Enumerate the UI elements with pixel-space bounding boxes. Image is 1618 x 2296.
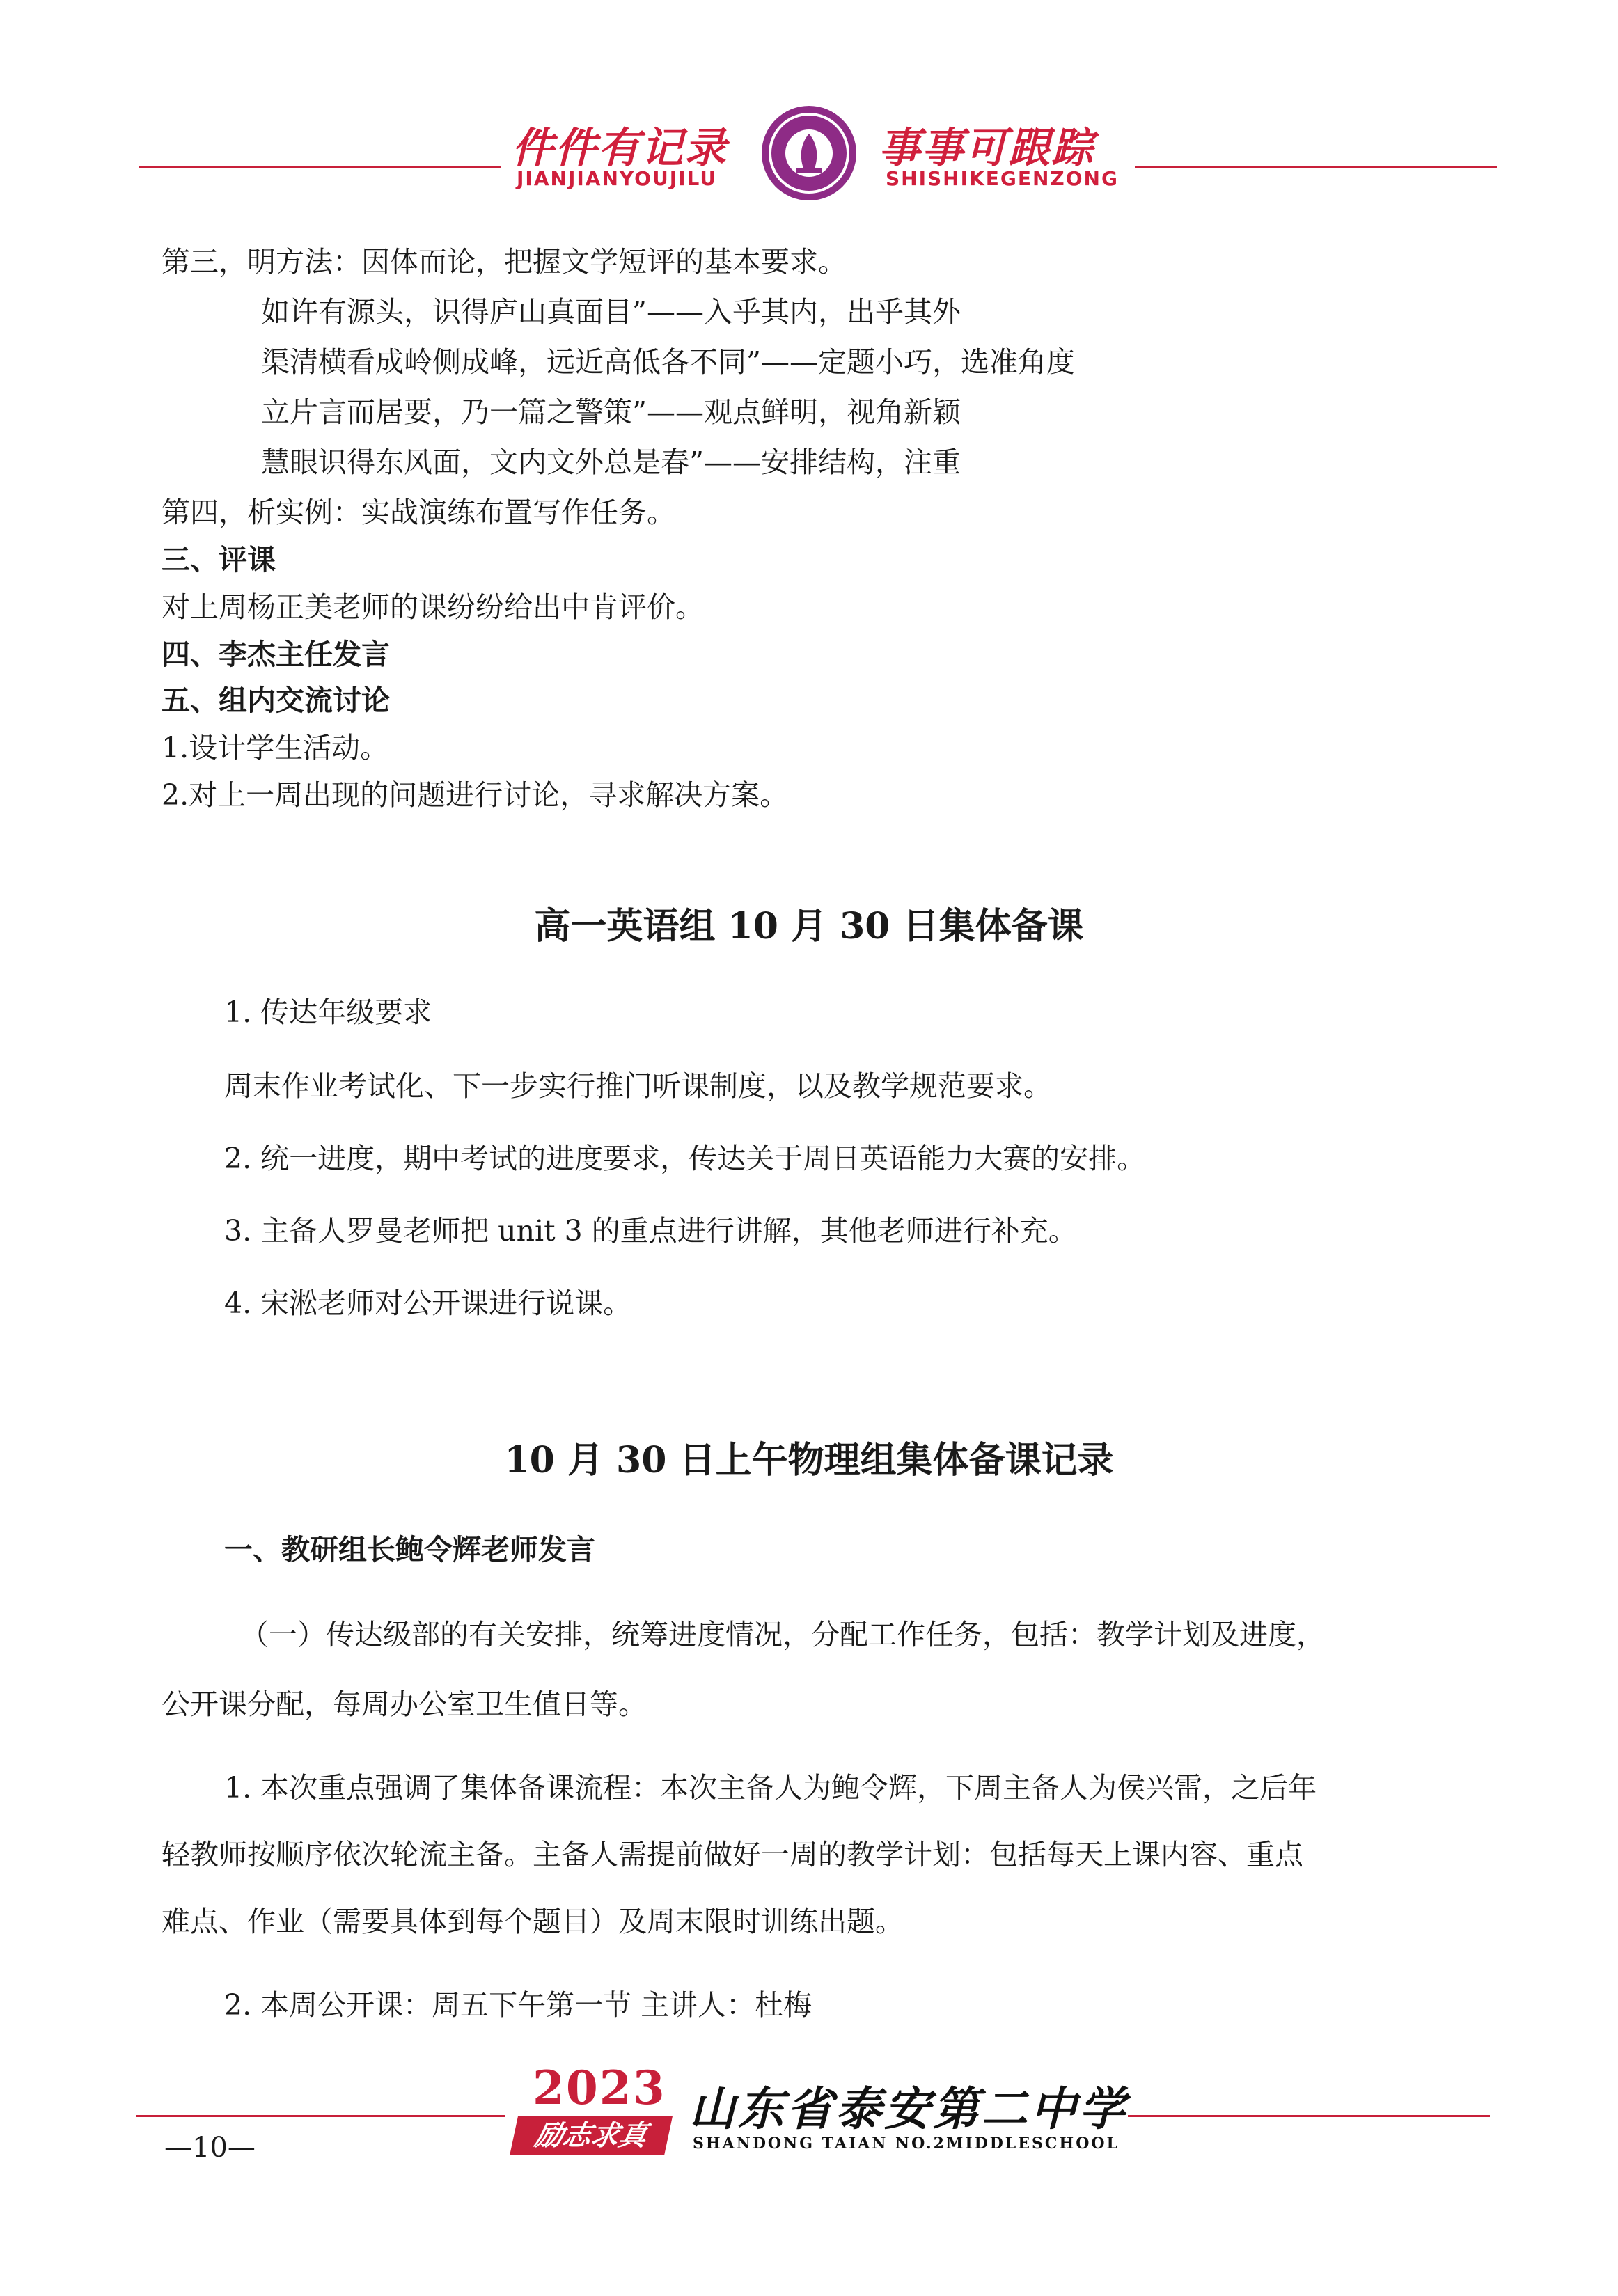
quote-line-4: 慧眼识得东风面，文内文外总是春”——安排结构，注重 <box>261 446 961 479</box>
heading-director-speech: 四、李杰主任发言 <box>162 638 390 671</box>
physics-para-1-line-2: 公开课分配，每周办公室卫生值日等。 <box>162 1688 647 1721</box>
example-line: 第四，析实例：实战演练布置写作任务。 <box>162 496 675 529</box>
footer-school-name: 山东省泰安第二中学 <box>689 2082 1128 2136</box>
english-item-3: 3. 主备人罗曼老师把 unit 3 的重点进行讲解，其他老师进行补充。 <box>224 1214 1077 1248</box>
header-slogan-right: 事事可跟踪 <box>879 124 1094 173</box>
physics-group-title: 10 月 30 日上午物理组集体备课记录 <box>504 1439 1114 1481</box>
footer-year: 2023 <box>533 2061 666 2115</box>
physics-heading-1: 一、教研组长鲍令辉老师发言 <box>224 1533 595 1566</box>
footer-motto-badge: 励志求真 <box>510 2116 673 2155</box>
physics-para-2-line-2: 轻教师按顺序依次轮流主备。主备人需提前做好一周的教学计划：包括每天上课内容、重点 <box>162 1838 1303 1871</box>
quote-line-1: 如许有源头，识得庐山真面目”——入乎其内，出乎其外 <box>261 295 961 329</box>
english-item-1: 1. 传达年级要求 <box>224 996 432 1029</box>
header-rule-right <box>1135 166 1497 168</box>
footer-school-name-en: SHANDONG TAIAN NO.2MIDDLESCHOOL <box>693 2134 1120 2153</box>
english-item-2: 2. 统一进度，期中考试的进度要求，传达关于周日英语能力大赛的安排。 <box>224 1142 1146 1175</box>
school-emblem-logo <box>760 104 858 202</box>
header-rule-left <box>139 166 501 168</box>
english-group-title: 高一英语组 10 月 30 日集体备课 <box>534 905 1084 948</box>
english-item-1-detail: 周末作业考试化、下一步实行推门听课制度，以及教学规范要求。 <box>224 1069 1052 1103</box>
quote-line-3: 立片言而居要，乃一篇之警策”——观点鲜明，视角新颖 <box>261 395 961 429</box>
header-slogan-right-pinyin: SHISHIKEGENZONG <box>886 167 1119 190</box>
heading-group-discussion: 五、组内交流讨论 <box>162 684 390 717</box>
heading-review: 三、评课 <box>162 543 276 576</box>
discussion-item-1: 1.设计学生活动。 <box>162 731 389 764</box>
english-item-4: 4. 宋淞老师对公开课进行说课。 <box>224 1287 632 1320</box>
quote-line-2: 渠清横看成岭侧成峰，远近高低各不同”——定题小巧，选准角度 <box>261 345 1075 379</box>
review-text: 对上周杨正美老师的课纷纷给出中肯评价。 <box>162 590 704 624</box>
footer-rule-right <box>1128 2115 1490 2117</box>
physics-para-1-line-1: （一）传达级部的有关安排，统筹进度情况，分配工作任务，包括：教学计划及进度， <box>240 1618 1325 1651</box>
physics-para-2-line-3: 难点、作业（需要具体到每个题目）及周末限时训练出题。 <box>162 1905 904 1938</box>
footer-rule-left <box>136 2115 505 2117</box>
page-number: —10— <box>164 2132 256 2164</box>
method-line: 第三，明方法：因体而论，把握文学短评的基本要求。 <box>162 245 847 278</box>
header-slogan-left-pinyin: JIANJIANYOUJILU <box>517 167 718 190</box>
header-slogan-left: 件件有记录 <box>512 124 728 173</box>
physics-para-3: 2. 本周公开课：周五下午第一节 主讲人：杜梅 <box>224 1988 812 2022</box>
physics-para-2-line-1: 1. 本次重点强调了集体备课流程：本次主备人为鲍令辉，下周主备人为侯兴雷，之后年 <box>224 1771 1317 1804</box>
discussion-item-2: 2.对上一周出现的问题进行讨论，寻求解决方案。 <box>162 778 789 812</box>
